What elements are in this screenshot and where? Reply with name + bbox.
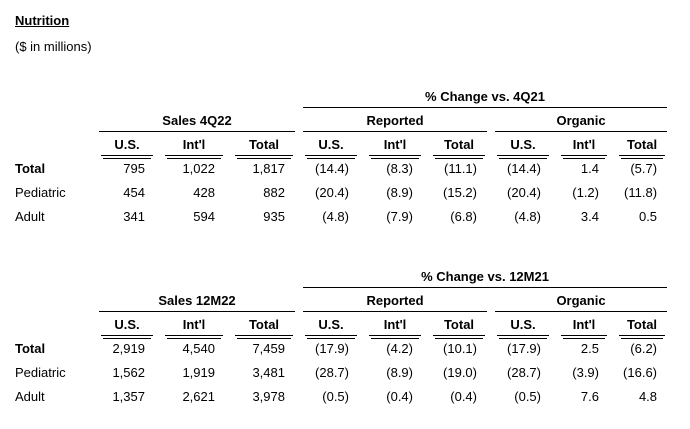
table-row-total bbox=[15, 156, 671, 180]
cell: (4.8) bbox=[514, 208, 541, 224]
column-header-row bbox=[15, 132, 671, 156]
row-label: Total bbox=[15, 160, 46, 176]
cell: 0.5 bbox=[638, 208, 658, 224]
cell: (28.7) bbox=[507, 364, 541, 380]
col-header: Int'l bbox=[159, 132, 229, 156]
col-header: Total bbox=[427, 312, 491, 336]
cell: (11.1) bbox=[427, 156, 491, 180]
row-label: Pediatric bbox=[15, 184, 66, 200]
cell: (8.9) bbox=[386, 184, 413, 200]
col-header: Total bbox=[229, 132, 299, 156]
col-header: U.S. bbox=[299, 132, 363, 156]
cell: 1,022 bbox=[159, 156, 229, 180]
col-header: Total bbox=[613, 132, 671, 156]
column-header-row bbox=[15, 312, 671, 336]
cell: (7.9) bbox=[386, 208, 413, 224]
table-row-total bbox=[15, 336, 671, 360]
cell: (8.3) bbox=[363, 156, 427, 180]
reported-header: Reported bbox=[299, 108, 491, 132]
table-row-pediatric bbox=[15, 360, 671, 384]
col-header: Int'l bbox=[363, 132, 427, 156]
cell: (3.9) bbox=[572, 364, 599, 380]
col-header: Int'l bbox=[363, 312, 427, 336]
sales-period-header: Sales 12M22 bbox=[95, 288, 299, 312]
section-title: Nutrition bbox=[15, 13, 70, 28]
sales-period-header: Sales 4Q22 bbox=[95, 108, 299, 132]
col-header: Int'l bbox=[159, 312, 229, 336]
col-header: U.S. bbox=[95, 132, 159, 156]
cell: 2,919 bbox=[95, 336, 159, 360]
cell: 1,357 bbox=[112, 388, 145, 404]
sales-table-4q22 bbox=[15, 84, 671, 228]
col-header: Int'l bbox=[555, 312, 613, 336]
organic-header: Organic bbox=[491, 108, 671, 132]
cell: 935 bbox=[263, 208, 285, 224]
col-header: Total bbox=[229, 312, 299, 336]
cell: (14.4) bbox=[299, 156, 363, 180]
row-label: Total bbox=[15, 340, 46, 356]
cell: (4.2) bbox=[363, 336, 427, 360]
cell: 4,540 bbox=[159, 336, 229, 360]
sales-table-12m22 bbox=[15, 264, 671, 408]
cell: (4.8) bbox=[322, 208, 349, 224]
cell: (15.2) bbox=[443, 184, 477, 200]
reported-header: Reported bbox=[299, 288, 491, 312]
cell: (20.4) bbox=[507, 184, 541, 200]
cell: 795 bbox=[95, 156, 159, 180]
col-header: U.S. bbox=[491, 312, 555, 336]
cell: 1,562 bbox=[112, 364, 145, 380]
cell: (0.5) bbox=[322, 388, 349, 404]
cell: 4.8 bbox=[638, 388, 658, 404]
cell: 341 bbox=[123, 208, 145, 224]
cell: (6.8) bbox=[450, 208, 477, 224]
cell: 594 bbox=[193, 208, 215, 224]
row-label: Pediatric bbox=[15, 364, 66, 380]
col-header: Total bbox=[613, 312, 671, 336]
table-row-pediatric bbox=[15, 180, 671, 204]
row-label: Adult bbox=[15, 388, 45, 404]
cell: (5.7) bbox=[613, 156, 671, 180]
cell: (1.2) bbox=[572, 184, 599, 200]
cell: 428 bbox=[193, 184, 215, 200]
col-header: U.S. bbox=[491, 132, 555, 156]
cell: (17.9) bbox=[491, 336, 555, 360]
cell: (0.4) bbox=[386, 388, 413, 404]
cell: 1,919 bbox=[182, 364, 215, 380]
cell: 1,817 bbox=[229, 156, 299, 180]
units-note: ($ in millions) bbox=[15, 39, 92, 54]
cell: 2.5 bbox=[555, 336, 613, 360]
table-row-adult bbox=[15, 384, 671, 408]
organic-header: Organic bbox=[491, 288, 671, 312]
col-header: U.S. bbox=[299, 312, 363, 336]
cell: 2,621 bbox=[182, 388, 215, 404]
col-header: Total bbox=[427, 132, 491, 156]
cell: 7.6 bbox=[580, 388, 599, 404]
pct-change-header: % Change vs. 12M21 bbox=[299, 264, 671, 288]
cell: (28.7) bbox=[315, 364, 349, 380]
cell: (19.0) bbox=[443, 364, 477, 380]
cell: (11.8) bbox=[624, 184, 658, 200]
col-header: Int'l bbox=[555, 132, 613, 156]
cell: 3,481 bbox=[252, 364, 285, 380]
table-row-adult bbox=[15, 204, 671, 228]
cell: 7,459 bbox=[229, 336, 299, 360]
cell: (6.2) bbox=[613, 336, 671, 360]
row-label: Adult bbox=[15, 208, 45, 224]
cell: (14.4) bbox=[491, 156, 555, 180]
cell: 3.4 bbox=[580, 208, 599, 224]
pct-change-header: % Change vs. 4Q21 bbox=[299, 84, 671, 108]
cell: (0.4) bbox=[450, 388, 477, 404]
cell: (10.1) bbox=[427, 336, 491, 360]
cell: 454 bbox=[123, 184, 145, 200]
col-header: U.S. bbox=[95, 312, 159, 336]
cell: 1.4 bbox=[555, 156, 613, 180]
cell: (16.6) bbox=[623, 364, 658, 380]
cell: 3,978 bbox=[252, 388, 285, 404]
cell: (20.4) bbox=[315, 184, 349, 200]
cell: (17.9) bbox=[299, 336, 363, 360]
cell: 882 bbox=[263, 184, 285, 200]
cell: (0.5) bbox=[514, 388, 541, 404]
cell: (8.9) bbox=[386, 364, 413, 380]
